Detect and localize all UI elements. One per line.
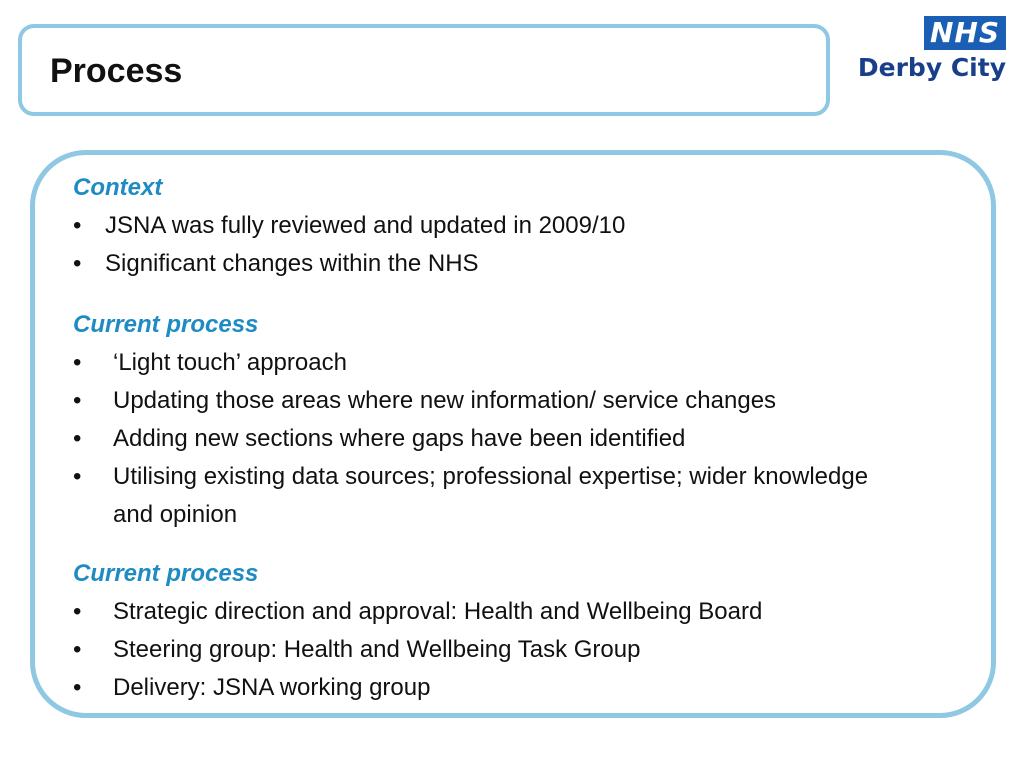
section-heading: Context — [73, 174, 163, 201]
list-item: • Steering group: Health and Wellbeing Task Group — [73, 631, 953, 669]
bullet-list — [73, 593, 953, 707]
list-item: • Updating those areas where new information/ service changes — [73, 382, 893, 420]
page-title: Process — [50, 52, 183, 90]
section-governance — [73, 555, 953, 707]
list-item: • Delivery: JSNA working group — [73, 669, 953, 707]
section-current-process — [73, 306, 893, 534]
section-context — [73, 169, 953, 283]
bullet-list — [73, 344, 893, 534]
list-item: • JSNA was fully reviewed and updated in 2009/10 — [73, 207, 953, 245]
list-item: • ‘Light touch’ approach — [73, 344, 893, 382]
list-item: • Significant changes within the NHS — [73, 245, 953, 283]
nhs-logo — [857, 16, 1012, 96]
list-item: • Strategic direction and approval: Health and Wellbeing Board — [73, 593, 953, 631]
section-heading: Current process — [73, 311, 259, 338]
nhs-badge: NHS — [924, 16, 1006, 50]
list-item: • Utilising existing data sources; professional expertise; wider knowledge and opinion — [73, 458, 893, 534]
bullet-list — [73, 207, 953, 283]
organisation-name: Derby City — [857, 53, 1006, 82]
content-box — [30, 150, 996, 718]
section-heading: Current process — [73, 560, 259, 587]
title-box — [18, 24, 830, 116]
list-item: • Adding new sections where gaps have been identified — [73, 420, 893, 458]
